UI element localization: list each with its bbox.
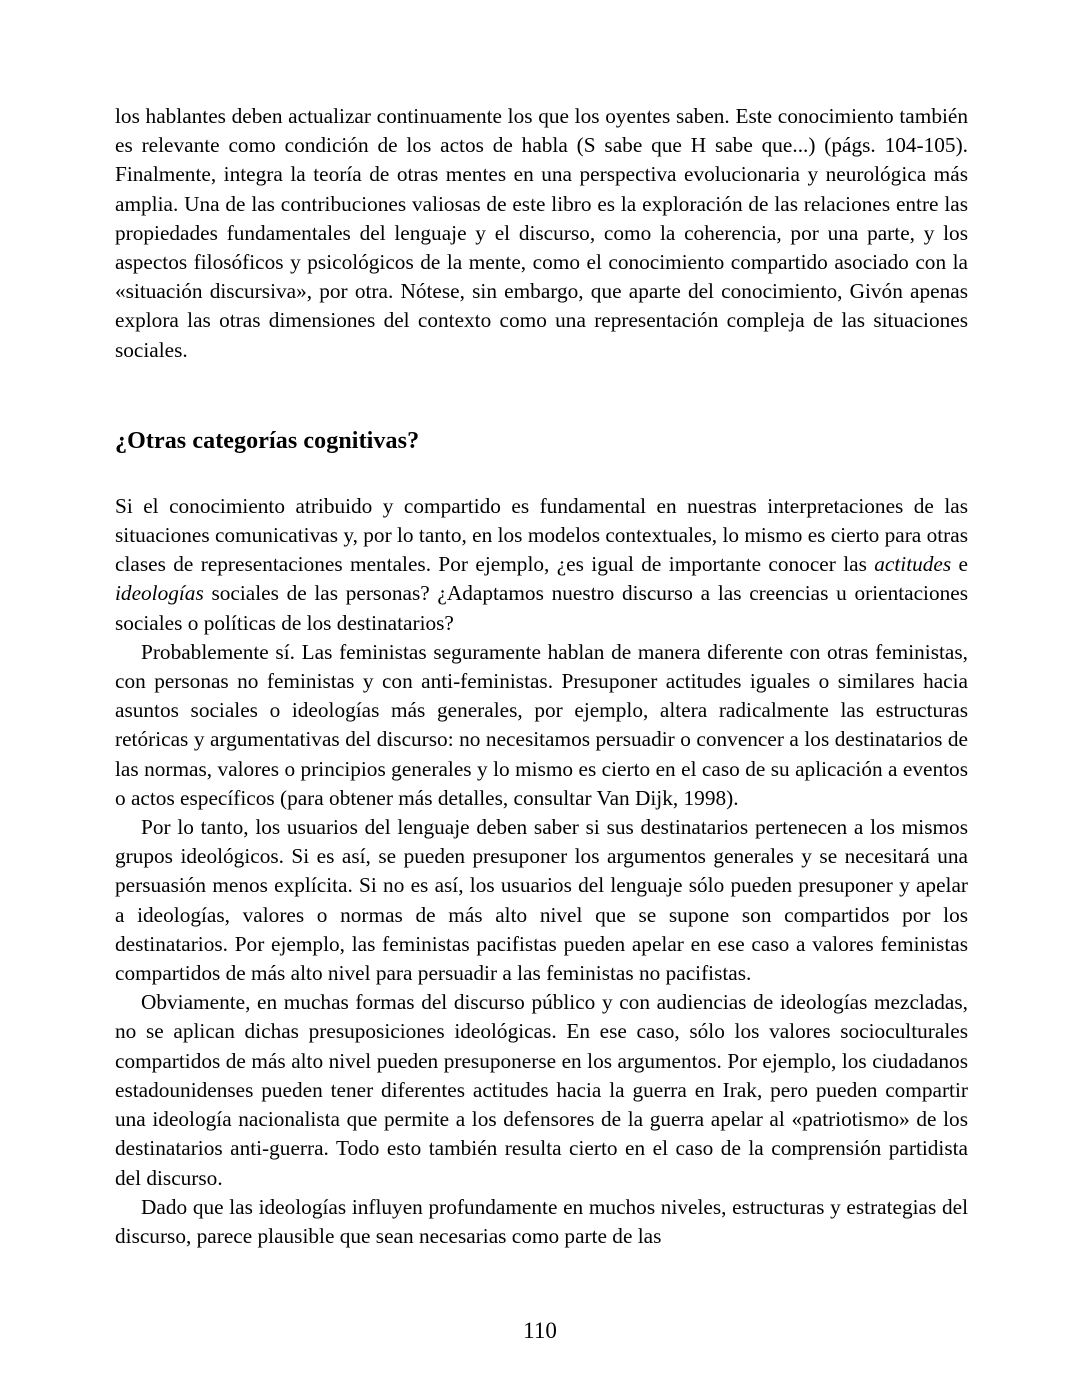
paragraph-intro-text-a: Si el conocimiento atribuido y compartido es fundamental en nuestras interpretaciones de las situaciones comunicativas y, por lo tanto, en los modelos contextuales, lo mismo es cierto para otras clases de representaciones mentales. Por ejemplo, ¿es igual de importante conocer las	[115, 493, 968, 577]
paragraph-dado-que: Dado que las ideologías influyen profundamente en muchos niveles, estructuras y estrategias del discurso, parece plausible que sean necesarias como parte de las	[115, 1194, 968, 1248]
emphasis-actitudes: actitudes	[874, 552, 952, 577]
paragraph-intro-text-c: sociales de las personas? ¿Adaptamos nuestro discurso a las creencias u orientaciones sociales o políticas de los destinatarios?	[115, 581, 968, 635]
section-heading: ¿Otras categorías cognitivas?	[115, 427, 420, 454]
paragraph-intro	[115, 492, 968, 638]
paragraph-continuation: los hablantes deben actualizar continuamente los que los oyentes saben. Este conocimiento también es relevante como condición de los actos de habla (S sabe que H sabe que...) (págs. 104-105). Finalmente, integra la teoría de otras mentes en una perspectiva evolucionaria y neurológica más amplia. Una de las contribuciones valiosas de este libro es la exploración de las relaciones entre las propiedades fundamentales del lenguaje y el discurso, como la coherencia, por una parte, y los aspectos filosóficos y psicológicos de la mente, como el conocimiento compartido asociado con la «situación discursiva», por otra. Nótese, sin embargo, que aparte del conocimiento, Givón apenas explora las otras dimensiones del contexto como una representación compleja de las situaciones sociales.	[115, 104, 968, 362]
paragraph-intro-text-b: e	[951, 552, 968, 577]
spacer-after-heading	[115, 456, 968, 492]
page-number: 110	[523, 1318, 557, 1343]
spacer-before-heading	[115, 365, 968, 427]
paragraph-por-lo-tanto: Por lo tanto, los usuarios del lenguaje deben saber si sus destinatarios pertenecen a los mismos grupos ideológicos. Si es así, se pueden presuponer los argumentos generales y se necesitará una persuasión menos explícita. Si no es así, los usuarios del lenguaje sólo pueden presuponer y apelar a ideologías, valores o normas de más alto nivel que se supone son compartidos por los destinatarios. Por ejemplo, las feministas pacifistas pueden apelar en ese caso a valores feministas compartidos de más alto nivel para persuadir a las feministas no pacifistas.	[115, 815, 968, 986]
paragraph-obviamente: Obviamente, en muchas formas del discurso público y con audiencias de ideologías mezcladas, no se aplican dichas presuposiciones ideológicas. En ese caso, sólo los valores socioculturales compartidos de más alto nivel pueden presuponerse en los argumentos. Por ejemplo, los ciudadanos estadounidenses pueden tener diferentes actitudes hacia la guerra en Irak, pero pueden compartir una ideología nacionalista que permite a los defensores de la guerra apelar al «patriotismo» de los destinatarios anti-guerra. Todo esto también resulta cierto en el caso de la comprensión partidista del discurso.	[115, 990, 968, 1190]
page-content	[115, 102, 968, 1251]
emphasis-ideologias: ideologías	[115, 581, 204, 606]
paragraph-probablemente: Probablemente sí. Las feministas seguramente hablan de manera diferente con otras feministas, con personas no feministas y con anti-feministas. Presuponer actitudes iguales o similares hacia asuntos sociales o ideologías más generales, por ejemplo, altera radicalmente las estructuras retóricas y argumentativas del discurso: no necesitamos persuadir o convencer a los destinatarios de las normas, valores o principios generales y lo mismo es cierto en el caso de su aplicación a eventos o actos específicos (para obtener más detalles, consultar Van Dijk, 1998).	[115, 639, 968, 810]
